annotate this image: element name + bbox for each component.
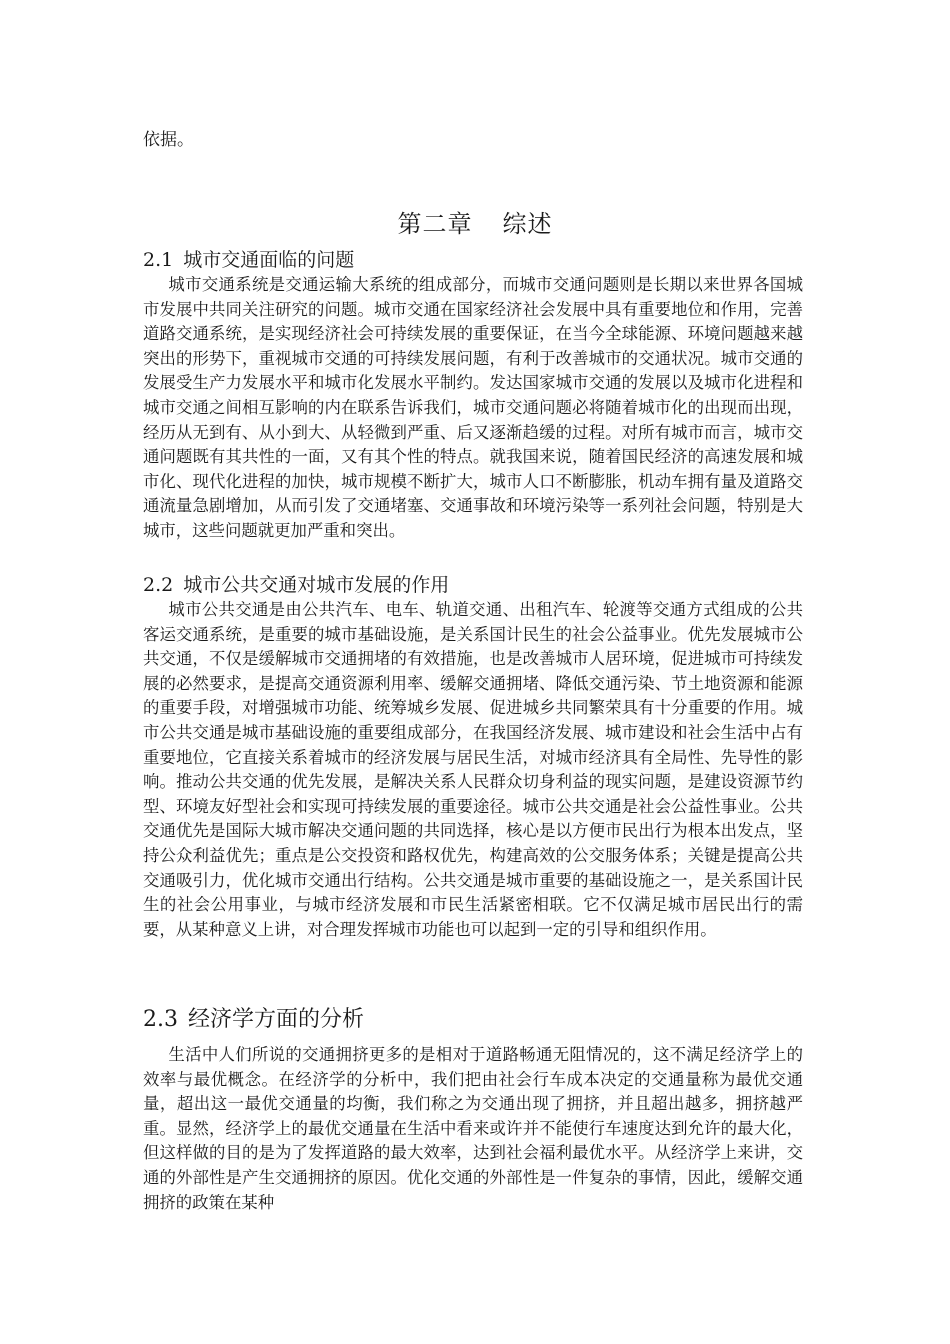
section-2-1 [143,247,803,544]
section-number: 2.3 [143,1007,178,1032]
section-2-3 [143,1005,803,1215]
section-2-2 [143,572,803,942]
section-title: 城市公共交通对城市发展的作用 [183,574,450,596]
section-heading [143,572,803,598]
section-body: 生活中人们所说的交通拥挤更多的是相对于道路畅通无阻情况的，这不满足经济学上的效率与最优概念。在经济学的分析中，我们把由社会行车成本决定的交通量称为最优交通量，超出这一最优交通量的均衡，我们称之为交通出现了拥挤，并且超出越多，拥挤越严重。显然，经济学上的最优交通量在生活中看来或许并不能使行车速度达到允许的最大化，但这样做的目的是为了发挥道路的最大效率，达到社会福利最优水平。从经济学上来讲，交通的外部性是产生交通拥挤的原因。优化交通的外部性是一件复杂的事情，因此，缓解交通拥挤的政策在某种 [143,1045,803,1212]
section-body: 城市交通系统是交通运输大系统的组成部分，而城市交通问题则是长期以来世界各国城市发展中共同关注研究的问题。城市交通在国家经济社会发展中具有重要地位和作用，完善道路交通系统，是实现经济社会可持续发展的重要保证，在当今全球能源、环境问题越来越突出的形势下，重视城市交通的可持续发展问题，有利于改善城市的交通状况。城市交通的发展受生产力发展水平和城市化发展水平制约。发达国家城市交通的发展以及城市化进程和城市交通之间相互影响的内在联系告诉我们，城市交通问题必将随着城市化的出现而出现，经历从无到有、从小到大、从轻微到严重、后又逐渐趋缓的过程。对所有城市而言，城市交通问题既有其共性的一面，又有其个性的特点。就我国来说，随着国民经济的高速发展和城市化、现代化进程的加快，城市规模不断扩大，城市人口不断膨胀，机动车拥有量及道路交通流量急剧增加，从而引发了交通堵塞、交通事故和环境污染等一系列社会问题，特别是大城市，这些问题就更加严重和突出。 [143,275,803,540]
section-heading [143,1005,803,1035]
section-number: 2.2 [143,574,174,596]
section-title: 经济学方面的分析 [188,1007,365,1032]
section-heading [143,247,803,273]
section-number: 2.1 [143,249,174,271]
chapter-number: 第二章 [397,210,473,238]
chapter-title: 综述 [502,210,553,238]
section-body: 城市公共交通是由公共汽车、电车、轨道交通、出租汽车、轮渡等交通方式组成的公共客运交通系统，是重要的城市基础设施，是关系国计民生的社会公益事业。优先发展城市公共交通，不仅是缓解城市交通拥堵的有效措施，也是改善城市人居环境，促进城市可持续发展的必然要求，是提高交通资源利用率、缓解交通拥堵、降低交通污染、节土地资源和能源的重要手段，对增强城市功能、统筹城乡发展、促进城乡共同繁荣具有十分重要的作用。城市公共交通是城市基础设施的重要组成部分，在我国经济发展、城市建设和社会生活中占有重要地位，它直接关系着城市的经济发展与居民生活，对城市经济具有全局性、先导性的影响。推动公共交通的优先发展，是解决关系人民群众切身利益的现实问题，是建设资源节约型、环境友好型社会和实现可持续发展的重要途径。城市公共交通是社会公益性事业。公共交通优先是国际大城市解决交通问题的共同选择，核心是以方便市民出行为根本出发点，坚持公众利益优先；重点是公交投资和路权优先，构建高效的公交服务体系；关键是提高公共交通吸引力，优化城市交通出行结构。公共交通是城市重要的基础设施之一，是关系国计民生的社会公用事业，与城市经济发展和市民生活紧密相联。它不仅满足城市居民出行的需要，从某种意义上讲，对合理发挥城市功能也可以起到一定的引导和组织作用。 [143,600,803,939]
section-title: 城市交通面临的问题 [183,249,355,271]
continued-paragraph-text: 依据。 [143,130,194,150]
chapter-heading [0,208,950,240]
